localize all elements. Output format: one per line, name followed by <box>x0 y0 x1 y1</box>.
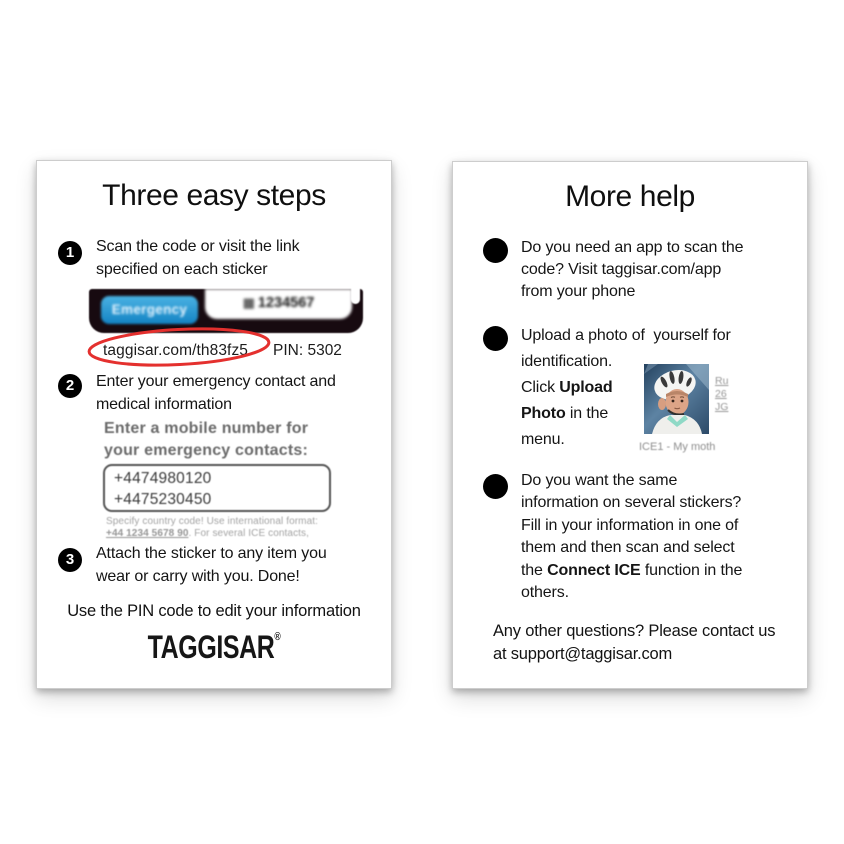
left-card-title: Three easy steps <box>102 179 326 212</box>
emergency-button: Emergency <box>101 296 198 324</box>
photo-caption: ICE1 - My moth <box>639 441 716 453</box>
step-3-line-2: wear or carry with you. Done! <box>96 568 300 585</box>
sticker-corner-decoration <box>351 289 360 304</box>
sticker-link-text: taggisar.com/th83fz5 <box>103 342 249 359</box>
taggisar-logo <box>76 629 352 666</box>
bullet-3-line-5: the Connect ICE function in the <box>521 562 743 579</box>
sticker-image <box>89 289 363 333</box>
bullet-3-line-3: Fill in your information in one of <box>521 517 739 534</box>
bullet-1-line-1: Do you need an app to scan the <box>521 239 744 256</box>
mobile-number-prompt-line-2: your emergency contacts: <box>104 442 308 459</box>
step-1-badge: 1 <box>58 241 82 265</box>
upload-word-bold: Upload <box>559 379 613 396</box>
hint-phone-format: +44 1234 5678 90 <box>106 528 189 539</box>
sticker-code-text: 1234567 <box>257 295 315 311</box>
bullet-1-line-2: code? Visit taggisar.com/app <box>521 261 722 278</box>
bullet-3-line-2: information on several stickers? <box>521 494 742 511</box>
photo-side-text-1: Ru <box>715 375 729 387</box>
photo-word-bold: Photo <box>521 405 566 422</box>
step-3-line-1: Attach the sticker to any item you <box>96 545 327 562</box>
qr-code-icon: ▦ <box>242 295 255 310</box>
pin-note: Use the PIN code to edit your information <box>67 602 361 620</box>
bullet-3-line-6: others. <box>521 584 569 601</box>
support-text-line-1: Any other questions? Please contact us <box>493 622 776 640</box>
step-2-line-1: Enter your emergency contact and <box>96 373 336 390</box>
registered-trademark-icon: ® <box>274 631 281 643</box>
step-3-badge: 3 <box>58 548 82 572</box>
three-easy-steps-card <box>36 160 392 689</box>
step-2-badge: 2 <box>58 374 82 398</box>
photo-side-text-3: JG <box>715 401 729 413</box>
bullet-3-icon <box>483 474 508 499</box>
more-help-card <box>452 161 808 689</box>
bullet-3-line-1: Do you want the same <box>521 472 678 489</box>
sticker-code-area <box>205 289 352 319</box>
bullet-2-line-3: Click Upload <box>521 379 613 396</box>
bullet-2-line-5: menu. <box>521 431 565 448</box>
hint-rest: . For several ICE contacts, <box>188 528 310 539</box>
bullet-1-icon <box>483 238 508 263</box>
step-2-line-2: medical information <box>96 396 232 413</box>
bullet-2-icon <box>483 326 508 351</box>
step-1-line-1: Scan the code or visit the link <box>96 238 300 255</box>
pin-code-text: PIN: 5302 <box>273 342 342 359</box>
support-text-line-2: at support@taggisar.com <box>493 645 673 663</box>
input-hint-line-2 <box>106 528 309 539</box>
bullet-2-line-4: Photo in the <box>521 405 609 422</box>
phone-number-input[interactable] <box>103 464 331 512</box>
phone-number-value-1: +4474980120 <box>114 470 212 487</box>
bullet-2-line-2: identification. <box>521 353 613 370</box>
connect-ice-bold: Connect ICE <box>547 562 641 579</box>
photo-side-text-2: 26 <box>715 388 727 400</box>
bullet-1-line-3: from your phone <box>521 283 636 300</box>
phone-number-value-2: +4475230450 <box>114 491 212 508</box>
bullet-3-line-4: them and then scan and select <box>521 539 735 556</box>
step-1-line-2: specified on each sticker <box>96 261 268 278</box>
taggisar-logo-text: TAGGISAR <box>147 629 275 665</box>
right-card-title: More help <box>565 180 695 213</box>
mobile-number-prompt-line-1: Enter a mobile number for <box>104 420 309 437</box>
bullet-2-line-1: Upload a photo of yourself for <box>521 327 731 344</box>
input-hint-line-1: Specify country code! Use international format: <box>106 516 319 527</box>
profile-photo <box>644 364 709 434</box>
